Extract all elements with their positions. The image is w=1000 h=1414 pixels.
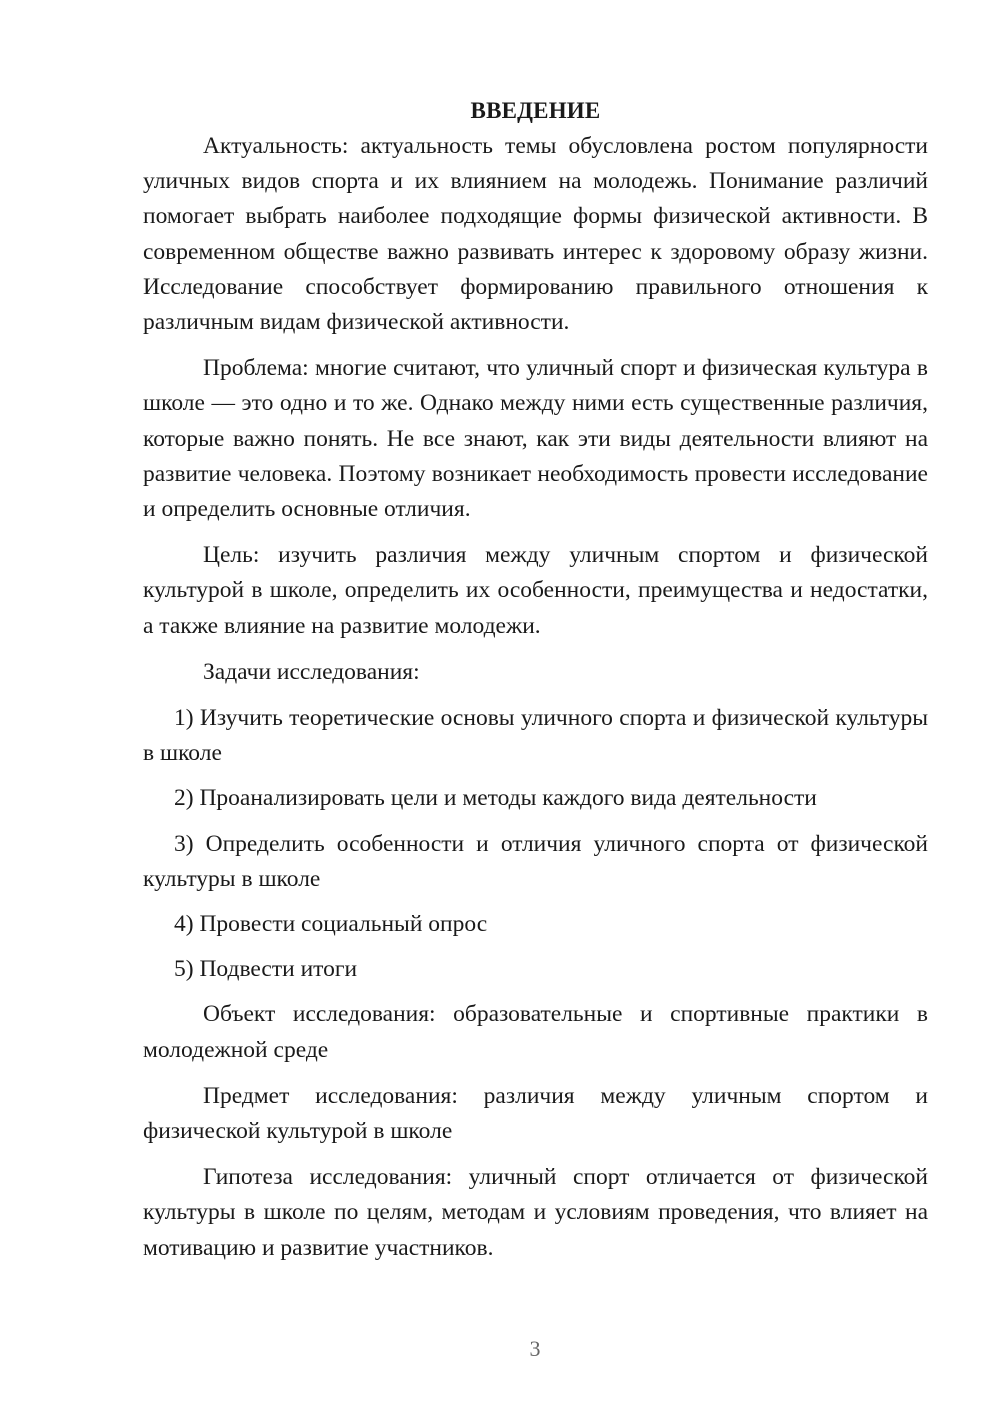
hypothesis-paragraph: Гипотеза исследования: уличный спорт отличается от физической культуры в школе по целям, методам и условиям проведения, что влияет на мотивацию и развитие участников. xyxy=(143,1164,928,1261)
task-item-3: 3) Определить особенности и отличия уличного спорта от физической культуры в школе xyxy=(143,830,928,892)
page-number-container xyxy=(70,1334,1000,1364)
problem-paragraph: Проблема: многие считают, что уличный спорт и физическая культура в школе — это одно и то же. Однако между ними есть существенные различия, которые важно понять. Не все знают, как эти виды деятельности влияют на развитие человека. Поэтому возникает необходимость провести исследование и определить основные отличия. xyxy=(143,355,928,523)
task-item-5: 5) Подвести итоги xyxy=(174,956,358,983)
page-number: 3 xyxy=(529,1336,541,1361)
relevance-paragraph: Актуальность: актуальность темы обусловлена ростом популярности уличных видов спорта и их влиянием на молодежь. Понимание различий помогает выбрать наиболее подходящие формы физической активности. В современном обществе важно развивать интерес к здоровому образу жизни. Исследование способствует формированию правильного отношения к различным видам физической активности. xyxy=(143,133,928,336)
tasks-heading: Задачи исследования: xyxy=(203,658,420,685)
document-body xyxy=(143,93,928,1277)
task-item-4: 4) Провести социальный опрос xyxy=(174,911,488,938)
task-item-2: 2) Проанализировать цели и методы каждого вида деятельности xyxy=(174,785,817,812)
task-item-1: 1) Изучить теоретические основы уличного спорта и физической культуры в школе xyxy=(143,705,928,767)
goal-paragraph: Цель: изучить различия между уличным спортом и физической культурой в школе, определить их особенности, преимущества и недостатки, а также влияние на развитие молодежи. xyxy=(143,542,928,639)
section-title: ВВЕДЕНИЕ xyxy=(470,98,601,123)
subject-paragraph: Предмет исследования: различия между уличным спортом и физической культурой в школе xyxy=(143,1082,928,1145)
object-paragraph: Объект исследования: образовательные и спортивные практики в молодежной среде xyxy=(143,1001,928,1063)
